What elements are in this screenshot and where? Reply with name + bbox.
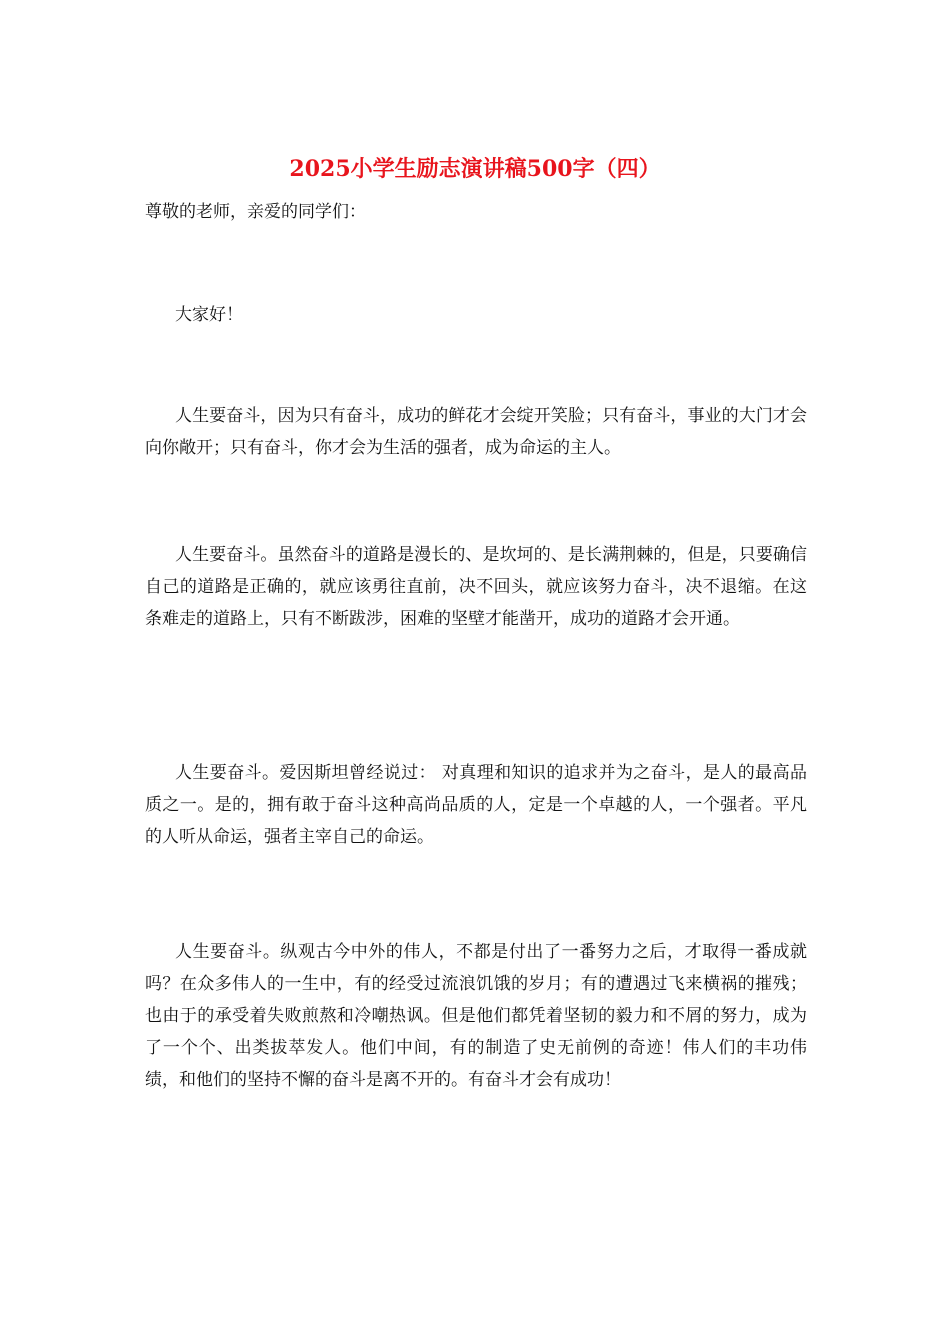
document-title: 2025小学生励志演讲稿500字（四） [289, 156, 661, 182]
paragraph-2: 人生要奋斗。虽然奋斗的道路是漫长的、是坎坷的、是长满荆棘的，但是，只要确信自己的道路是正确的，就应该勇往直前，决不回头，就应该努力奋斗，决不退缩。在这条难走的道路上，只有不断跋涉，困难的坚壁才能凿开，成功的道路才会开通。 [145, 545, 807, 629]
salutation: 尊敬的老师，亲爱的同学们： [145, 202, 366, 222]
paragraph-3: 人生要奋斗。爱因斯坦曾经说过： 对真理和知识的追求并为之奋斗，是人的最高品质之一。是的，拥有敢于奋斗这种高尚品质的人，定是一个卓越的人，一个强者。平凡的人听从命运，强者主宰自己的命运。 [145, 763, 807, 847]
paragraph-4: 人生要奋斗。纵观古今中外的伟人，不都是付出了一番努力之后，才取得一番成就吗？在众多伟人的一生中，有的经受过流浪饥饿的岁月；有的遭遇过飞来横祸的摧残；也由于的承受着失败煎熬和冷嘲热讽。但是他们都凭着坚韧的毅力和不屑的努力，成为了一个个、出类拔萃发人。他们中间，有的制造了史无前例的奇迹！伟人们的丰功伟绩，和他们的坚持不懈的奋斗是离不开的。有奋斗才会有成功！ [145, 942, 807, 1090]
paragraph-greeting: 大家好！ [175, 305, 243, 325]
paragraph-1: 人生要奋斗，因为只有奋斗，成功的鲜花才会绽开笑脸；只有奋斗，事业的大门才会向你敞开；只有奋斗，你才会为生活的强者，成为命运的主人。 [145, 406, 807, 458]
